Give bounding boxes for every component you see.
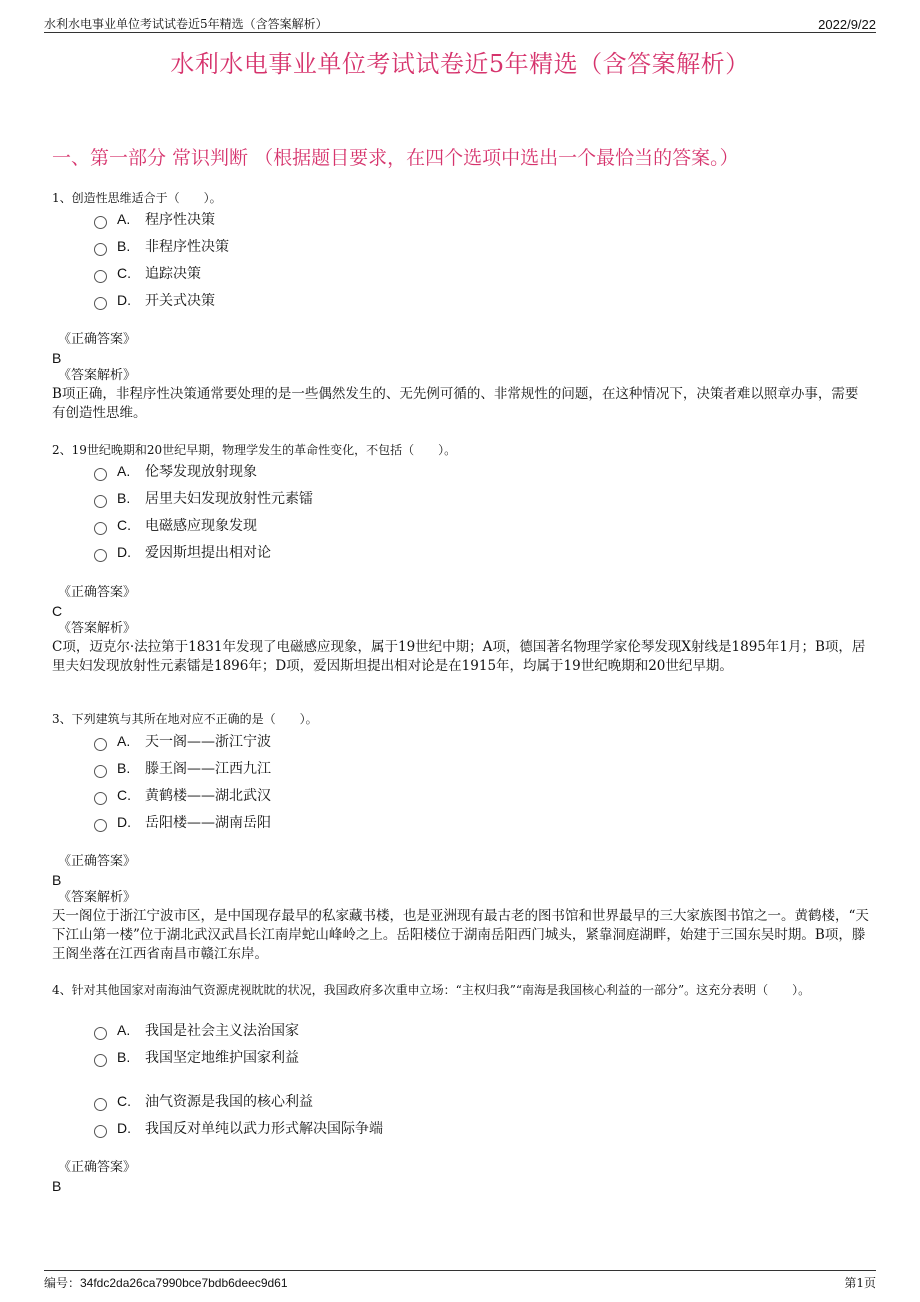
option-b[interactable]: B. 居里夫妇发现放射性元素镭	[94, 489, 313, 507]
page-number: 第1页	[844, 1276, 876, 1290]
analysis-label: 《答案解析》	[58, 621, 137, 636]
option-c[interactable]: C. 追踪决策	[94, 264, 201, 282]
question-text: 3、下列建筑与其所在地对应不正确的是（ ）。	[52, 712, 318, 726]
header-doc-title: 水利水电事业单位考试试卷近5年精选（含答案解析）	[44, 17, 328, 31]
option-c[interactable]: C. 黄鹤楼——湖北武汉	[94, 786, 271, 804]
option-a[interactable]: A. 天一阁——浙江宁波	[94, 732, 271, 750]
option-b[interactable]: B. 滕王阁——江西九江	[94, 759, 271, 777]
question-text: 1、创造性思维适合于（ ）。	[52, 191, 222, 205]
analysis-text: 天一阁位于浙江宁波市区，是中国现存最早的私家藏书楼，也是亚洲现有最古老的图书馆和世界最早的三大家族图书馆之一。黄鹤楼，“天下江山第一楼”位于湖北武汉武昌长江南岸蛇山峰岭之上。岳阳楼位于湖南岳阳西门城头，紧靠洞庭湖畔，始建于三国东吴时期。B项，滕王阁坐落在江西省南昌市赣江东岸。	[52, 908, 869, 962]
question-2	[52, 441, 872, 458]
question-4	[52, 981, 872, 1000]
option-c[interactable]: C. 电磁感应现象发现	[94, 516, 257, 534]
option-d[interactable]: D. 岳阳楼——湖南岳阳	[94, 813, 271, 831]
analysis-text: C项，迈克尔·法拉第于1831年发现了电磁感应现象，属于19世纪中期；A项，德国著名物理学家伦琴发现X射线是1895年1月；B项，居里夫妇发现放射性元素镭是1896年；D项，爱因斯坦提出相对论是在1915年，均属于19世纪晚期和20世纪早期。	[52, 639, 866, 674]
page-header	[44, 12, 876, 33]
option-b[interactable]: B. 我国坚定地维护国家利益	[94, 1048, 299, 1066]
document-code: 编号：34fdc2da26ca7990bce7bdb6deec9d61	[44, 1276, 288, 1290]
radio-icon[interactable]	[94, 819, 107, 832]
radio-icon[interactable]	[94, 765, 107, 778]
question-text: 4、针对其他国家对南海油气资源虎视眈眈的状况，我国政府多次重申立场：“主权归我”“南海是我国核心利益的一部分”。这充分表明（ ）。	[52, 983, 811, 997]
question-3	[52, 710, 872, 727]
document-title: 水利水电事业单位考试试卷近5年精选（含答案解析）	[170, 50, 750, 78]
answer-label: 《正确答案》	[58, 585, 137, 600]
answer-block-4	[52, 1159, 870, 1195]
analysis-text: B项正确，非程序性决策通常要处理的是一些偶然发生的、无先例可循的、非常规性的问题，在这种情况下，决策者难以照章办事，需要有创造性思维。	[52, 386, 859, 421]
radio-icon[interactable]	[94, 549, 107, 562]
answer-value: B	[52, 872, 62, 888]
header-date: 2022/9/22	[818, 17, 876, 32]
option-a[interactable]: A. 程序性决策	[94, 210, 215, 228]
answer-block-2	[52, 584, 870, 676]
radio-icon[interactable]	[94, 522, 107, 535]
radio-icon[interactable]	[94, 468, 107, 481]
radio-icon[interactable]	[94, 1027, 107, 1040]
radio-icon[interactable]	[94, 738, 107, 751]
answer-block-1	[52, 331, 870, 423]
question-text: 2、19世纪晚期和20世纪早期，物理学发生的革命性变化，不包括（ ）。	[52, 443, 457, 457]
option-c[interactable]: C. 油气资源是我国的核心利益	[94, 1092, 313, 1110]
option-b[interactable]: B. 非程序性决策	[94, 237, 229, 255]
option-d[interactable]: D. 开关式决策	[94, 291, 215, 309]
radio-icon[interactable]	[94, 1098, 107, 1111]
answer-label: 《正确答案》	[58, 332, 137, 347]
radio-icon[interactable]	[94, 1054, 107, 1067]
section-heading: 一、第一部分 常识判断 （根据题目要求，在四个选项中选出一个最恰当的答案。）	[52, 147, 739, 169]
radio-icon[interactable]	[94, 243, 107, 256]
answer-value: B	[52, 1178, 62, 1194]
analysis-label: 《答案解析》	[58, 890, 137, 905]
answer-block-3	[52, 853, 870, 964]
answer-label: 《正确答案》	[58, 1160, 137, 1175]
option-d[interactable]: D. 爱因斯坦提出相对论	[94, 543, 271, 561]
answer-value: B	[52, 350, 62, 366]
radio-icon[interactable]	[94, 1125, 107, 1138]
option-a[interactable]: A. 伦琴发现放射现象	[94, 462, 257, 480]
option-a[interactable]: A. 我国是社会主义法治国家	[94, 1021, 299, 1039]
radio-icon[interactable]	[94, 297, 107, 310]
answer-value: C	[52, 603, 63, 619]
radio-icon[interactable]	[94, 270, 107, 283]
page-footer	[44, 1270, 876, 1291]
radio-icon[interactable]	[94, 216, 107, 229]
analysis-label: 《答案解析》	[58, 368, 137, 383]
question-1	[52, 189, 872, 206]
radio-icon[interactable]	[94, 792, 107, 805]
radio-icon[interactable]	[94, 495, 107, 508]
option-d[interactable]: D. 我国反对单纯以武力形式解决国际争端	[94, 1119, 383, 1137]
answer-label: 《正确答案》	[58, 854, 137, 869]
